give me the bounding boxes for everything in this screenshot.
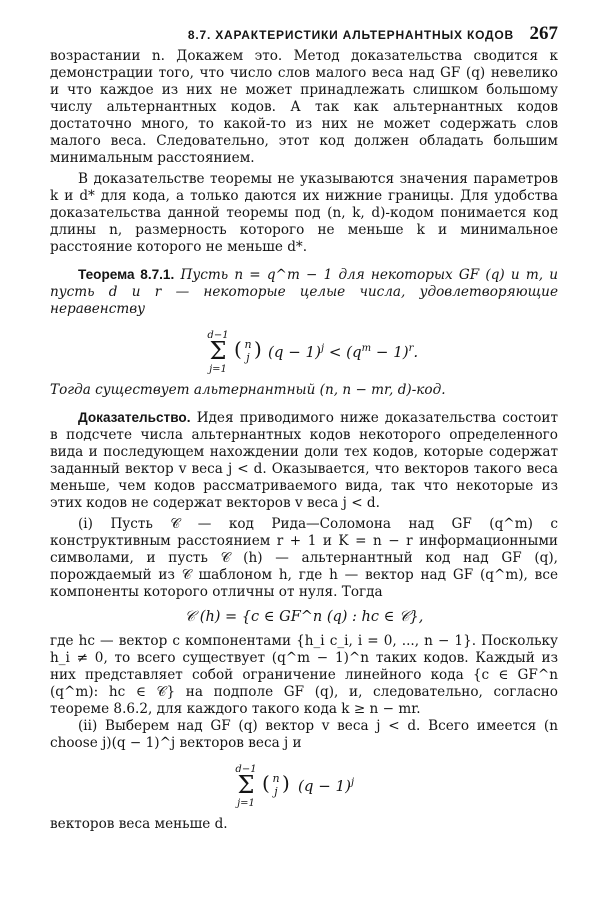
item2-formula-graphic bbox=[224, 760, 384, 808]
binom2-close: ) bbox=[282, 771, 290, 795]
paragraph-intro: возрастании n. Докажем это. Метод доказательства сводится к демонстрации того, что число слов малого веса над GF (q) невелико и что каждое из них не может принадлежать слишком большому числу альтернантных кодов. А так как альтернантных кодов достаточно много, то какой-то из них не может содержать слов малого веса. Следовательно, этот код должен обладать большим минимальным расстоянием. bbox=[50, 48, 558, 166]
proof-item-2: (ii) Выберем над GF (q) вектор v веса j < d. Всего имеется (n choose j)(q − 1)^j векторов веса j и bbox=[50, 718, 558, 751]
running-head bbox=[50, 22, 558, 48]
theorem-text: Пусть n = q^m − 1 для некоторых GF (q) и m, и пусть d и r — некоторые целые числа, удовлетворяющие неравенству bbox=[50, 267, 558, 317]
theorem-conclusion: Тогда существует альтернантный (n, n − mr, d)-код. bbox=[50, 382, 446, 398]
sum2-lower-limit: j=1 bbox=[237, 798, 255, 808]
theorem-formula bbox=[50, 326, 558, 374]
binom-close: ) bbox=[254, 337, 262, 361]
item2-formula bbox=[50, 760, 558, 808]
page-number: 267 bbox=[529, 23, 558, 44]
item1-formula: 𝒞 (h) = {c ∈ GF^n (q) : hc ∈ 𝒞}, bbox=[184, 609, 424, 625]
paragraph-proof-note: В доказательстве теоремы не указываются значения параметров k и d* для кода, а только даются их нижние границы. Для удобства доказательства данной теоремы под (n, k, d)-кодом понимается код длины n, размерность которого не меньше k и минимальное расстояние которого не меньше d*. bbox=[50, 171, 558, 255]
binom-bottom: j bbox=[246, 351, 250, 364]
proof-paragraph bbox=[50, 409, 558, 512]
sigma-symbol: Σ bbox=[209, 337, 227, 365]
sum-lower-limit: j=1 bbox=[209, 364, 227, 374]
sigma2-symbol: Σ bbox=[237, 771, 255, 799]
running-head-title: 8.7. ХАРАКТЕРИСТИКИ АЛЬТЕРНАНТНЫХ КОДОВ bbox=[187, 28, 514, 42]
book-page bbox=[50, 22, 558, 882]
proof-label: Доказательство. bbox=[78, 410, 191, 425]
binom2-bottom: j bbox=[274, 785, 278, 798]
binom2-top: n bbox=[272, 772, 280, 785]
sum2-upper-limit: d−1 bbox=[235, 764, 257, 775]
binom-top: n bbox=[244, 338, 252, 351]
binom-open: ( bbox=[234, 337, 242, 361]
theorem-label: Теорема 8.7.1. bbox=[78, 267, 175, 282]
binom2-open: ( bbox=[262, 771, 270, 795]
theorem-statement bbox=[50, 266, 558, 318]
proof-item-2-end: векторов веса меньше d. bbox=[50, 816, 228, 832]
proof-item-1-continued: где hc — вектор с компонентами {h_i c_i, i = 0, ..., n − 1}. Поскольку h_i ≠ 0, то всего существует (q^m − 1)^n таких кодов. Каждый из них представляет собой ограничение линейного кода {c ∈ GF^n (q^m): hc ∈ 𝒞} на подполе GF (q), и, следовательно, согласно теореме 8.6.2, для каждого такого кода k ≥ n − mr. bbox=[50, 633, 558, 717]
theorem-formula-graphic bbox=[184, 326, 424, 374]
item2-formula-rhs: $(q - 1)^j$ bbox=[298, 777, 355, 795]
theorem-formula-rhs: $(q - 1)^j < (q^m - 1)^r$. bbox=[268, 343, 419, 361]
proof-text: Идея приводимого ниже доказательства состоит в подсчете числа альтернантных кодов некоторого определенного вида и последующем нахождении доли тех кодов, которые содержат заданный вектор v веса j < d. Оказывается, что векторов такого веса меньше, чем кодов рассматриваемого вида, так что некоторые из этих кодов не содержат векторов v веса j < d. bbox=[50, 410, 558, 511]
sum-upper-limit: d−1 bbox=[207, 330, 229, 341]
proof-item-1: (i) Пусть 𝒞 — код Рида—Соломона над GF (q^m) с конструктивным расстоянием r + 1 и K = n − r информационными символами, и пусть 𝒞 (h) — альтернантный код над GF (q), порождаемый из 𝒞 шаблоном h, где h — вектор над GF (q^m), все компоненты которого отличны от нуля. Тогда bbox=[50, 516, 558, 600]
